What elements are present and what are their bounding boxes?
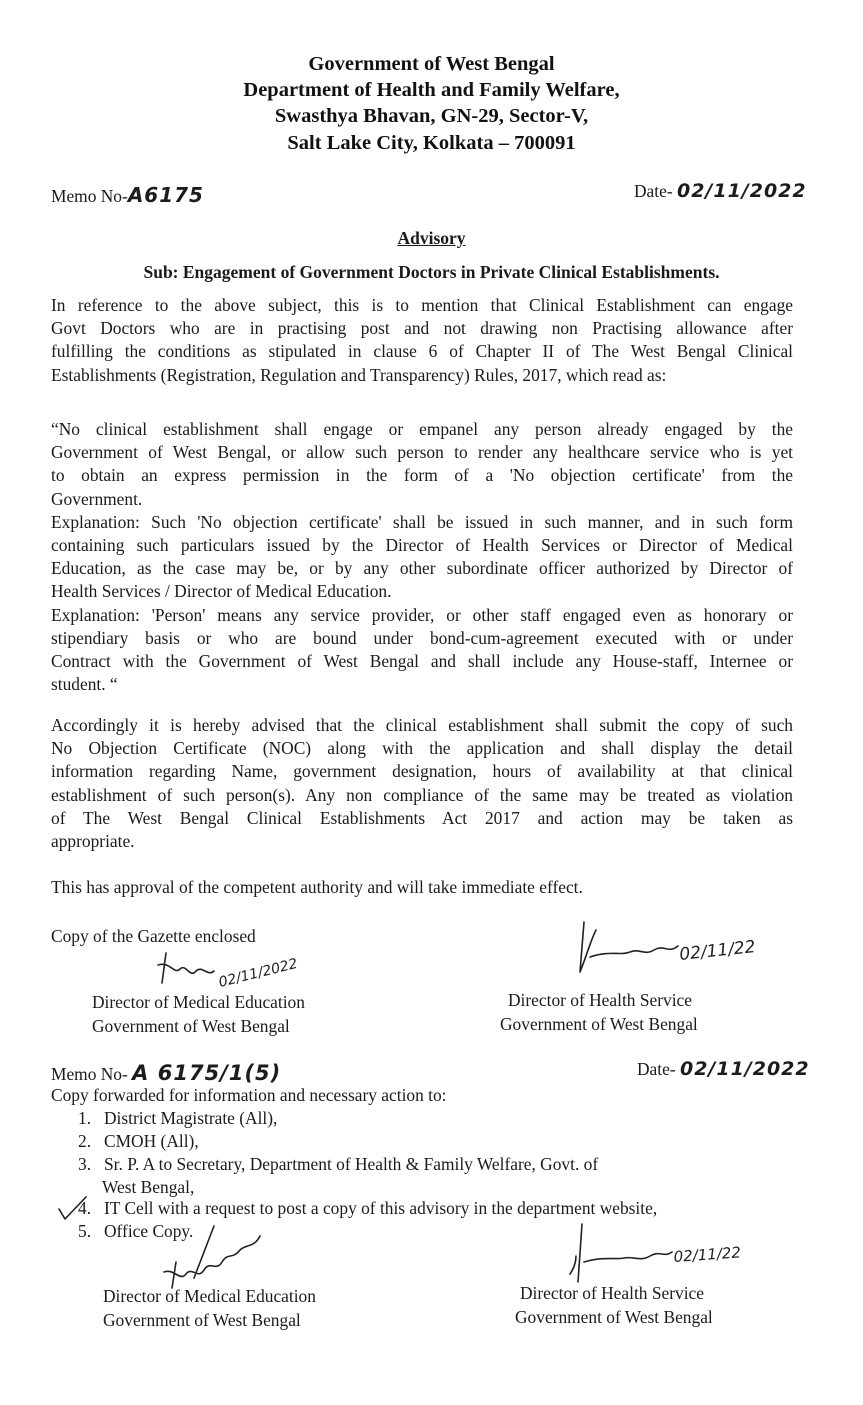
distribution-item: [78, 1153, 657, 1176]
paragraph-line: information regarding Name, government designation, hours of availability at that clinical: [51, 761, 793, 782]
signatory-dme-title-bottom: Director of Medical Education: [103, 1286, 316, 1306]
signature-date-dhs-bottom: 02/11/22: [673, 1243, 742, 1266]
paragraph-line: fulfilling the conditions as stipulated in clause 6 of Chapter II of The West Bengal Clinical: [51, 341, 793, 362]
signature-dme-bottom: [150, 1222, 330, 1292]
quote-line: stipendiary basis or who are bound under bond-cum-agreement executed with or under: [51, 627, 793, 648]
checkmark-icon: [56, 1195, 88, 1223]
paragraph-line: appropriate.: [51, 831, 135, 852]
signature-stroke: [580, 922, 678, 972]
item-number: 5.: [78, 1221, 92, 1241]
forward-date: 02/11/2022: [679, 1058, 810, 1080]
document-title: Advisory: [397, 228, 466, 248]
forward-memo-label: Memo No-: [51, 1064, 128, 1084]
signature-stroke: [570, 1224, 672, 1282]
quote-line: Health Services / Director of Medical Education.: [51, 581, 392, 602]
gazette-enclosure-note: Copy of the Gazette enclosed: [51, 926, 256, 946]
item-number: 2.: [78, 1131, 92, 1151]
quote-line: to obtain an express permission in the form of a 'No objection certificate' from the: [51, 465, 793, 486]
signature-stroke: [158, 953, 214, 983]
approval-statement: This has approval of the competent authority and will take immediate effect.: [51, 877, 583, 897]
paragraph-line: Govt Doctors who are in practising post and not drawing non Practising allowance after: [51, 318, 793, 339]
paragraph-line: of The West Bengal Clinical Establishments Act 2017 and action may be taken as: [51, 807, 793, 828]
paragraph-line: Establishments (Registration, Regulation and Transparency) Rules, 2017, which read as:: [51, 364, 667, 385]
forward-intro: Copy forwarded for information and necessary action to:: [51, 1085, 447, 1105]
letterhead-address: Swasthya Bhavan, GN-29, Sector-V,: [274, 105, 589, 127]
paragraph-line: Accordingly it is hereby advised that the clinical establishment shall submit the copy of such: [51, 715, 793, 735]
signature-dhs-top: [570, 912, 800, 987]
signatory-dme-title: Director of Medical Education: [92, 992, 305, 1012]
signature-dme-top: [150, 935, 330, 995]
distribution-item: [78, 1130, 657, 1153]
paragraph-line: establishment of such person(s). Any non compliance of the same may be treated as violation: [51, 784, 793, 805]
signatory-dhs-title-bottom: Director of Health Service: [520, 1283, 704, 1303]
letterhead-city: Salt Lake City, Kolkata – 700091: [287, 132, 576, 154]
quote-line: containing such particulars issued by the Director of Health Services or Director of Medical: [51, 535, 793, 556]
document-subject: Sub: Engagement of Government Doctors in Private Clinical Establishments.: [143, 262, 720, 282]
quote-line: student. “: [51, 674, 118, 695]
memo-number-row: [51, 184, 204, 208]
memo-date: 02/11/2022: [676, 180, 807, 202]
signatory-dme-org: Government of West Bengal: [92, 1016, 290, 1036]
quote-line: Government of West Bengal, or allow such person to render any healthcare service who is yet: [51, 442, 793, 463]
quote-line: Contract with the Government of West Bengal and shall include any House-staff, Internee or: [51, 651, 793, 672]
item-number: 1.: [78, 1108, 92, 1128]
quote-line: Government.: [51, 488, 143, 509]
distribution-item: [78, 1107, 657, 1130]
memo-label: Memo No-: [51, 186, 128, 206]
quoted-rule: [51, 418, 793, 696]
letterhead-department: Department of Health and Family Welfare,: [243, 79, 620, 101]
memo-date-label: Date-: [634, 181, 673, 201]
quote-line: Education, as the case may be, or by any other subordinate officer authorized by Director of: [51, 558, 793, 579]
signature-dhs-bottom: [560, 1218, 800, 1288]
paragraph-intro: [51, 294, 793, 387]
signatory-dme-org-bottom: Government of West Bengal: [103, 1310, 301, 1330]
item-number: 4.: [78, 1198, 92, 1218]
item-text: District Magistrate (All),: [104, 1108, 278, 1128]
signature-date-dhs: 02/11/22: [678, 937, 757, 965]
paragraph-advice: [51, 714, 793, 853]
item-text: IT Cell with a request to post a copy of this advisory in the department website,: [104, 1198, 658, 1218]
item-text: Office Copy.: [104, 1221, 194, 1241]
forward-date-row: [637, 1058, 810, 1081]
signature-date-dme: 02/11/2022: [217, 955, 300, 991]
item-text: CMOH (All),: [104, 1131, 199, 1151]
paragraph-line: No Objection Certificate (NOC) along with the application and shall display the detail: [51, 738, 793, 759]
quote-line: Explanation: 'Person' means any service provider, or other staff engaged even as honorary or: [51, 604, 793, 625]
distribution-item: [78, 1197, 657, 1220]
quote-line: Explanation: Such 'No objection certificate' shall be issued in such manner, and in such form: [51, 511, 793, 532]
distribution-item-continuation: West Bengal,: [102, 1177, 195, 1197]
signature-stroke: [164, 1226, 260, 1288]
signatory-dhs-org: Government of West Bengal: [500, 1014, 698, 1034]
item-number: 3.: [78, 1154, 92, 1174]
memo-date-row: [634, 180, 807, 203]
signatory-dhs-org-bottom: Government of West Bengal: [515, 1307, 713, 1327]
forward-date-label: Date-: [637, 1059, 676, 1079]
quote-line: “No clinical establishment shall engage or empanel any person already engaged by the: [51, 419, 793, 439]
item-text: Sr. P. A to Secretary, Department of Health & Family Welfare, Govt. of: [104, 1154, 599, 1174]
paragraph-line: In reference to the above subject, this is to mention that Clinical Establishment can engage: [51, 295, 793, 315]
letterhead-government: Government of West Bengal: [308, 53, 555, 75]
memo-number: A6175: [127, 183, 204, 207]
signatory-dhs-title: Director of Health Service: [508, 990, 692, 1010]
forward-memo-row: [51, 1062, 281, 1086]
forward-memo-number: A 6175/1(5): [132, 1061, 282, 1085]
